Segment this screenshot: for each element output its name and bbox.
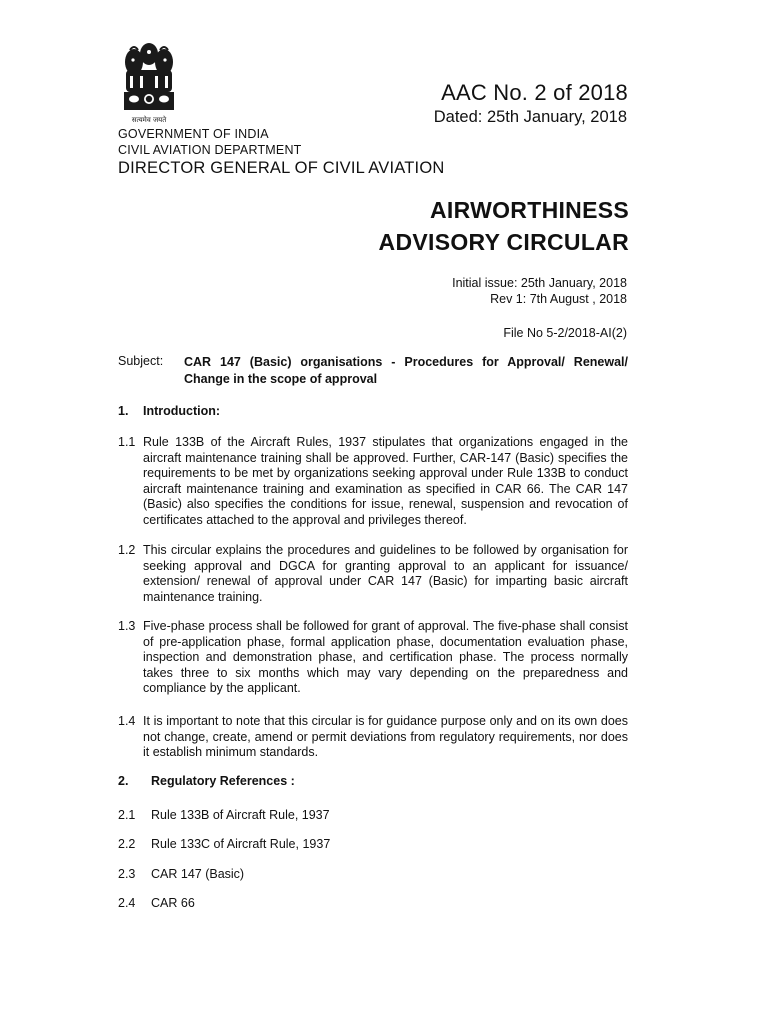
reference-text: CAR 147 (Basic) xyxy=(151,867,245,881)
government-label: GOVERNMENT OF INDIA xyxy=(118,127,269,141)
reference-number: 2.2 xyxy=(118,837,136,851)
reference-text: Rule 133B of Aircraft Rule, 1937 xyxy=(151,808,330,822)
paragraph-text: Rule 133B of the Aircraft Rules, 1937 stipulates that organizations engaged in the aircraft maintenance training shall be approved. Further, CAR-147 (Basic) specifies the requirements to be met by organizations seeking approval under Rule 133B to conduct aircraft maintenance training and examination as specified in CAR 66. The CAR 147 (Basic) also specifies the conditions for issue, renewal, suspension and revocation of certificates attached to the approval and privileges thereof. xyxy=(143,435,628,527)
section-number: 2. xyxy=(118,774,129,788)
reference-number: 2.4 xyxy=(118,896,136,910)
initial-issue-date: Initial issue: 25th January, 2018 xyxy=(452,276,627,290)
document-title-line-2: ADVISORY CIRCULAR xyxy=(378,229,629,255)
paragraph-number: 1.2 xyxy=(118,543,136,557)
section-heading: Introduction: xyxy=(143,404,221,418)
paragraph-number: 1.1 xyxy=(118,435,136,449)
revision-date: Rev 1: 7th August , 2018 xyxy=(490,292,627,306)
paragraph-text: This circular explains the procedures and guidelines to be followed by organisation for seeking approval and DGCA for granting approval to an applicant for issuance/ extension/ renewal of approval under CAR 147 (Basic) for imparting basic aircraft maintenance training. xyxy=(143,543,628,604)
emblem-motto: सत्यमेव जयते xyxy=(131,116,167,124)
circular-date: Dated: 25th January, 2018 xyxy=(433,108,627,126)
paragraph-text: Five-phase process shall be followed for grant of approval. The five-phase shall consist of pre-application phase, formal application phase, documentation evaluation phase, inspection and demonstration phase, and certification phase. The process normally takes three to six months which may vary depending on the preparedness and compliance by the applicant. xyxy=(143,619,628,695)
reference-number: 2.3 xyxy=(118,867,136,881)
reference-number: 2.1 xyxy=(118,808,136,822)
file-number: File No 5-2/2018-AI(2) xyxy=(503,326,627,340)
subject-text: CAR 147 (Basic) organisations - Procedures for Approval/ Renewal/ Change in the scope of approval xyxy=(184,355,628,386)
directorate-label: DIRECTOR GENERAL OF CIVIL AVIATION xyxy=(118,159,445,177)
reference-text: Rule 133C of Aircraft Rule, 1937 xyxy=(151,837,331,851)
paragraph-number: 1.3 xyxy=(118,619,136,633)
section-heading: Regulatory References : xyxy=(151,774,295,788)
paragraph-number: 1.4 xyxy=(118,714,136,728)
subject-label: Subject: xyxy=(118,354,164,368)
circular-number: AAC No. 2 of 2018 xyxy=(441,80,628,105)
document-title-line-1: AIRWORTHINESS xyxy=(430,197,629,223)
national-emblem-icon xyxy=(116,40,182,126)
section-number: 1. xyxy=(118,404,129,418)
department-label: CIVIL AVIATION DEPARTMENT xyxy=(118,143,302,157)
paragraph-text: It is important to note that this circular is for guidance purpose only and on its own does not change, create, amend or permit deviations from regulatory requirements, nor does it establish minimum standards. xyxy=(143,714,628,759)
reference-text: CAR 66 xyxy=(151,896,195,910)
